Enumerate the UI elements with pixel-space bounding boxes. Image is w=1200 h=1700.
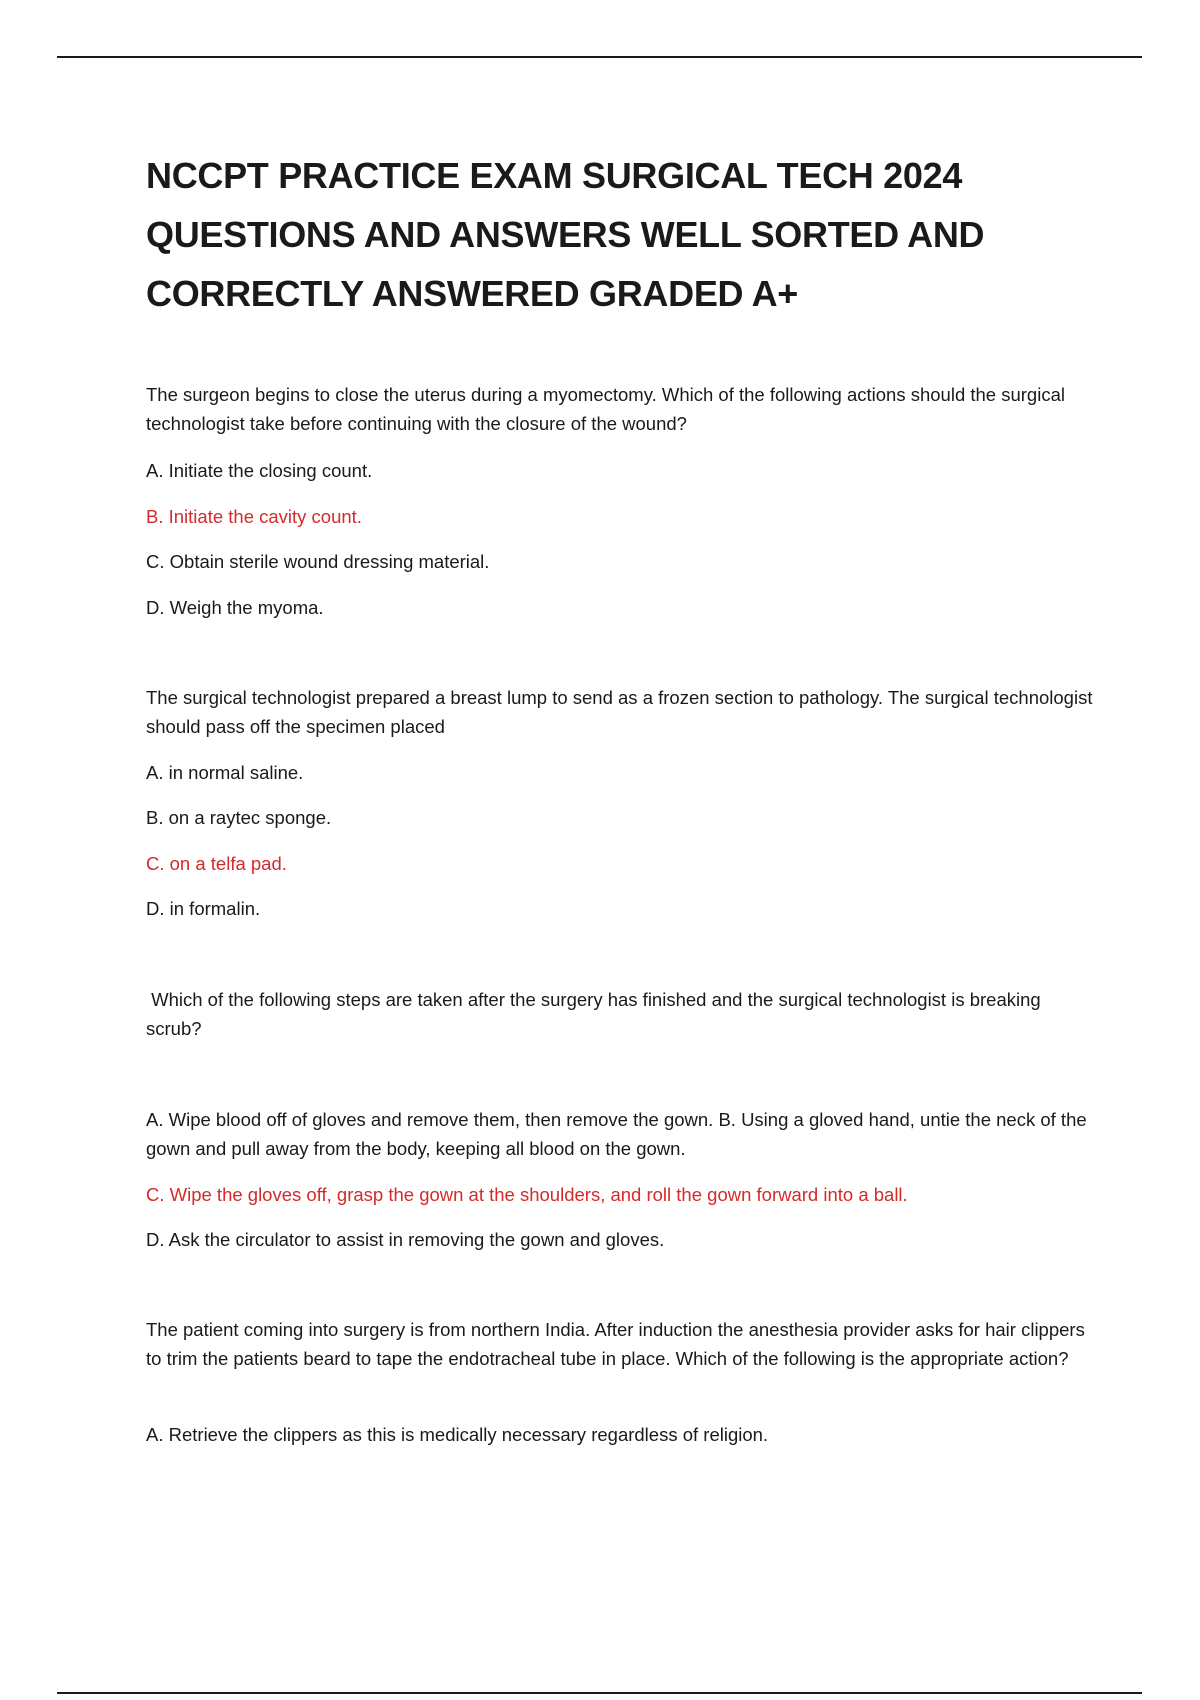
question-4-text: The patient coming into surgery is from northern India. After induction the anesthesia provider asks for hair clippers to trim the patients beard to tape the endotracheal tube in place. Which of the following is the appropriate action?: [146, 1319, 1085, 1369]
question-3-option-d: D. Ask the circulator to assist in removing the gown and gloves.: [146, 1229, 665, 1250]
question-3-text: Which of the following steps are taken after the surgery has finished and the surgical technologist is breaking scrub?: [146, 989, 1046, 1039]
question-1-option-d: D. Weigh the myoma.: [146, 597, 324, 618]
document-title: NCCPT PRACTICE EXAM SURGICAL TECH 2024 QUESTIONS AND ANSWERS WELL SORTED AND CORRECTLY ANSWERED GRADED A+: [146, 155, 985, 314]
question-2-option-b: B. on a raytec sponge.: [146, 807, 332, 828]
question-2-option-a: A. in normal saline.: [146, 762, 304, 783]
question-1-option-c: C. Obtain sterile wound dressing material.: [146, 551, 490, 572]
question-3-option-c-correct: C. Wipe the gloves off, grasp the gown at the shoulders, and roll the gown forward into a ball.: [146, 1184, 908, 1205]
question-1-option-a: A. Initiate the closing count.: [146, 460, 373, 481]
top-rule: [57, 56, 1142, 58]
bottom-rule: [57, 1692, 1142, 1694]
question-2-text: The surgical technologist prepared a breast lump to send as a frozen section to pathology. The surgical technologist should pass off the specimen placed: [146, 687, 1093, 737]
question-4-option-a: A. Retrieve the clippers as this is medically necessary regardless of religion.: [146, 1424, 769, 1445]
question-2-option-c-correct: C. on a telfa pad.: [146, 853, 287, 874]
question-3-option-a-b: A. Wipe blood off of gloves and remove them, then remove the gown. B. Using a gloved hand, untie the neck of the gown and pull away from the body, keeping all blood on the gown.: [146, 1109, 1087, 1159]
question-1-option-b-correct: B. Initiate the cavity count.: [146, 506, 362, 527]
question-2-option-d: D. in formalin.: [146, 898, 261, 919]
question-1-text: The surgeon begins to close the uterus during a myomectomy. Which of the following actions should the surgical technologist take before continuing with the closure of the wound?: [146, 384, 1065, 434]
